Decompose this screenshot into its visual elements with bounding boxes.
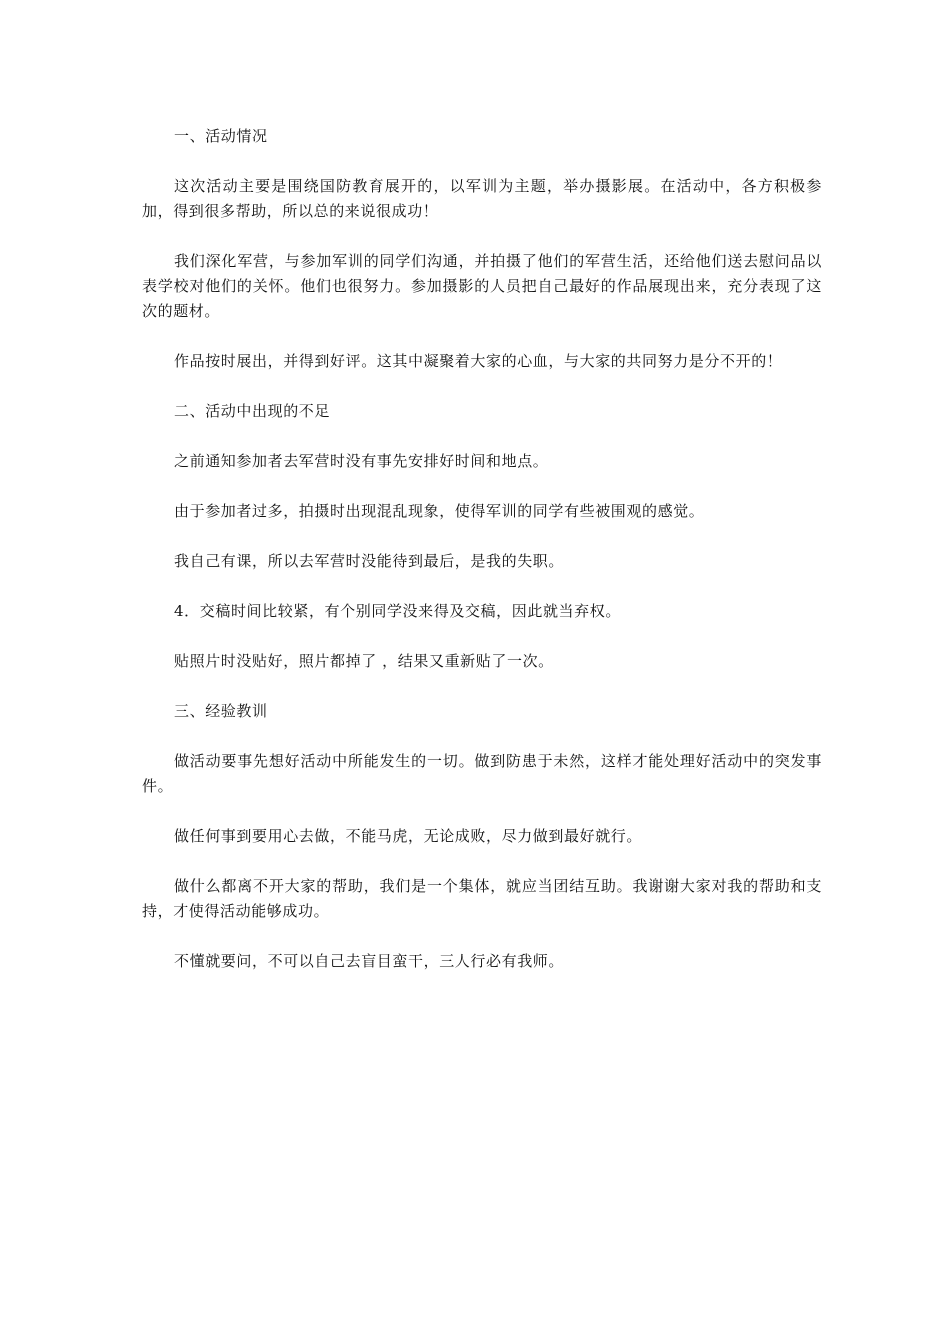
section-heading-lessons: 三、经验教训	[174, 702, 268, 720]
paragraph: 做什么都离不开大家的帮助，我们是一个集体，就应当团结互助。我谢谢大家对我的帮助和支持，才使得活动能够成功。	[142, 877, 822, 920]
paragraph: 之前通知参加者去军营时没有事先安排好时间和地点。	[174, 452, 549, 470]
paragraph: 做任何事到要用心去做，不能马虎，无论成败，尽力做到最好就行。	[174, 827, 643, 845]
section-heading-activity: 一、活动情况	[174, 127, 268, 145]
paragraph: 做活动要事先想好活动中所能发生的一切。做到防患于未然，这样才能处理好活动中的突发事件。	[142, 752, 822, 795]
section-heading-shortcomings: 二、活动中出现的不足	[174, 402, 331, 420]
paragraph: 我自己有课，所以去军营时没能待到最后，是我的失职。	[174, 552, 565, 570]
paragraph: 不懂就要问，不可以自己去盲目蛮干，三人行必有我师。	[174, 952, 565, 970]
paragraph: 4．交稿时间比较紧，有个别同学没来得及交稿，因此就当弃权。	[174, 602, 621, 620]
document-body	[142, 124, 822, 999]
paragraph: 由于参加者过多，拍摄时出现混乱现象，使得军训的同学有些被围观的感觉。	[174, 502, 705, 520]
paragraph: 这次活动主要是围绕国防教育展开的，以军训为主题，举办摄影展。在活动中，各方积极参加，得到很多帮助，所以总的来说很成功！	[142, 177, 822, 220]
paragraph: 贴照片时没贴好，照片都掉了 ，结果又重新贴了一次。	[174, 652, 554, 670]
paragraph: 我们深化军营，与参加军训的同学们沟通，并拍摄了他们的军营生活，还给他们送去慰问品以表学校对他们的关怀。他们也很努力。参加摄影的人员把自己最好的作品展现出来，充分表现了这次的题材。	[142, 252, 822, 320]
paragraph: 作品按时展出，并得到好评。这其中凝聚着大家的心血，与大家的共同努力是分不开的！	[174, 352, 783, 370]
